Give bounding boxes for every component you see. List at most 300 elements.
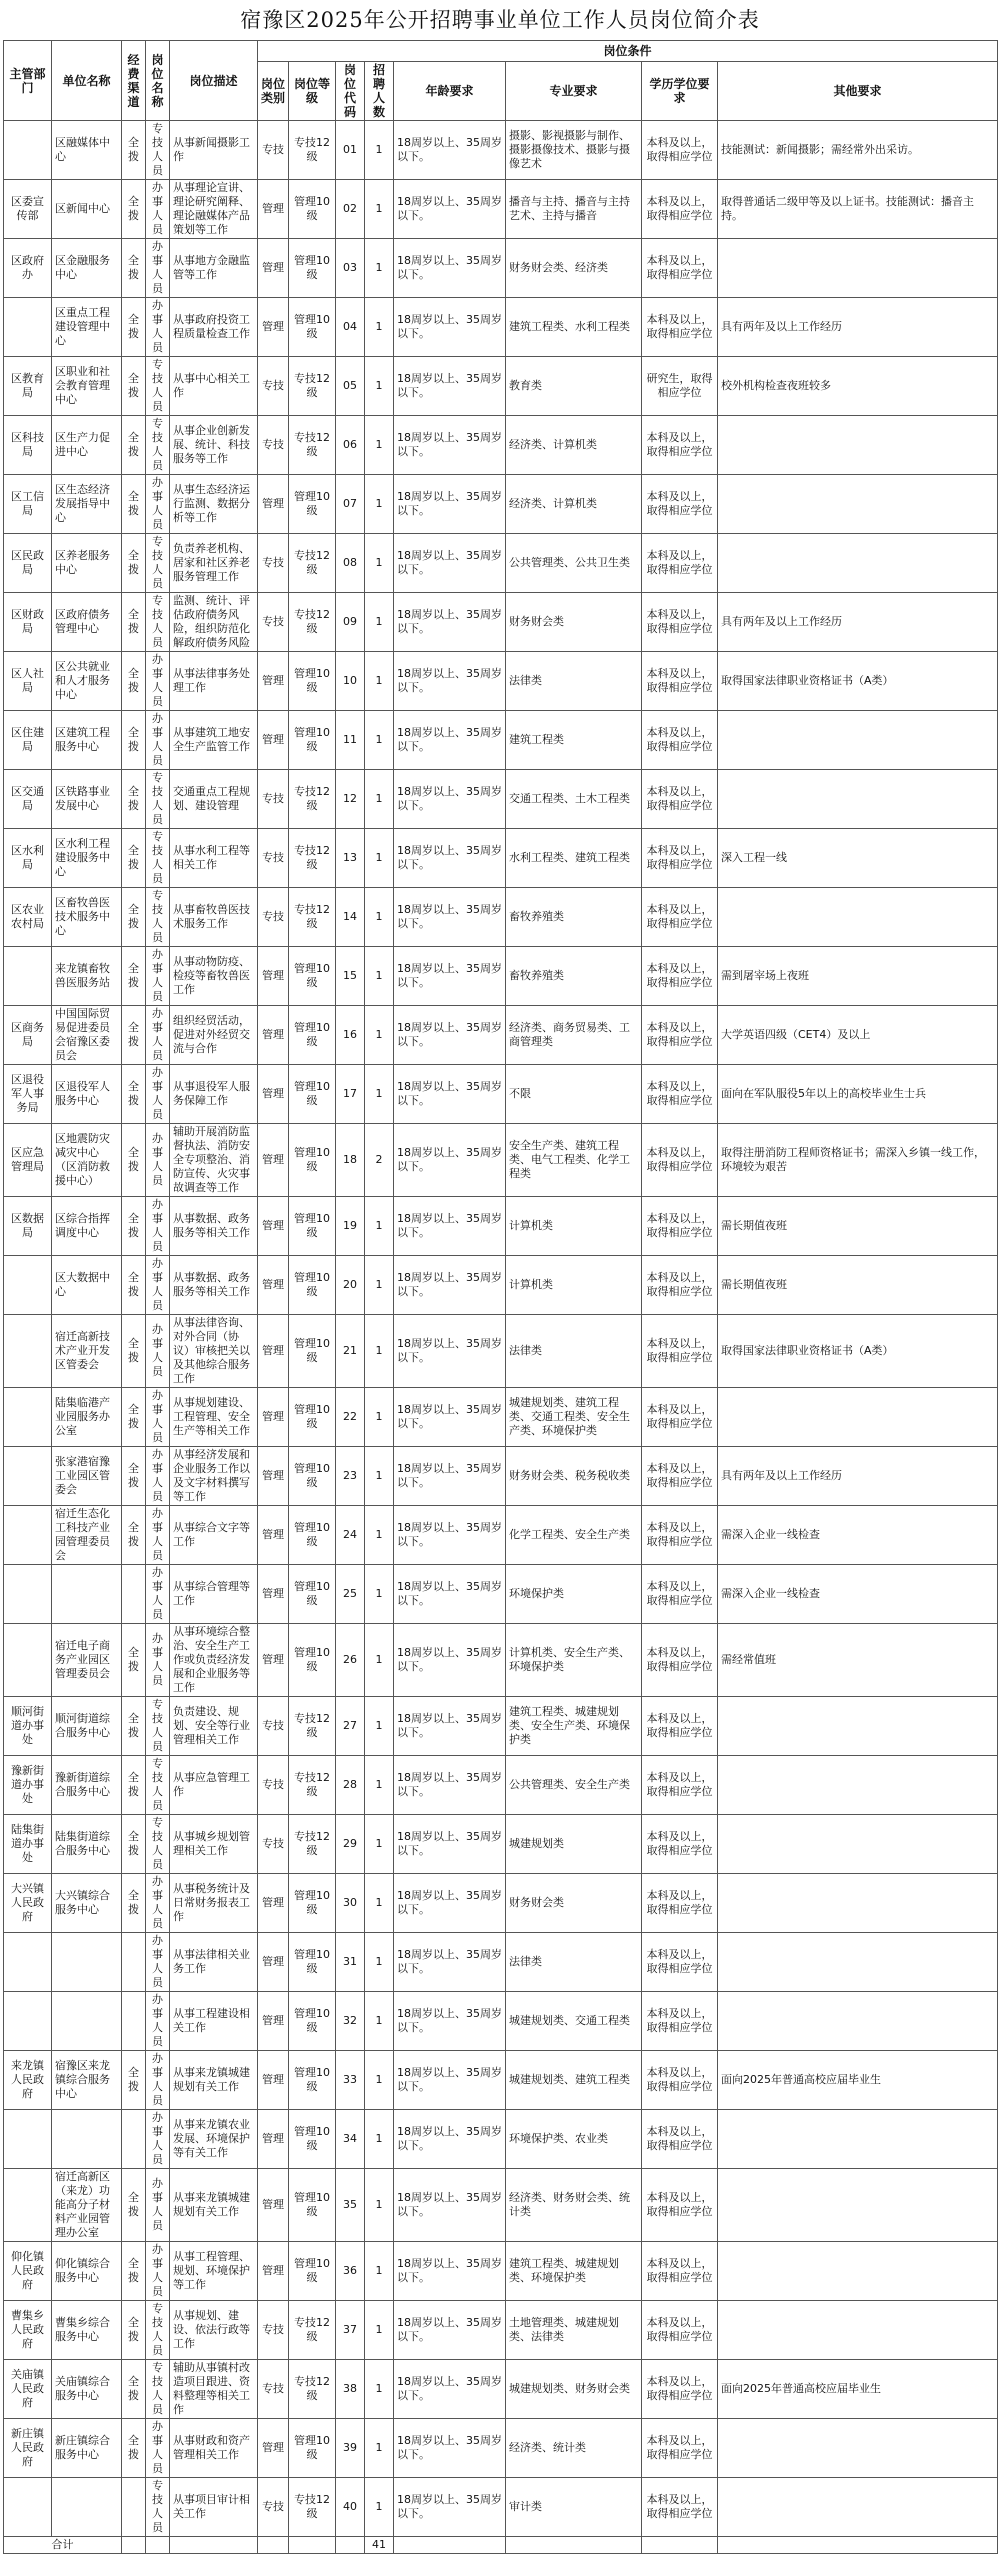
cell-pos-name: 专技人员 [146,829,170,888]
cell-major: 安全生产类、建筑工程类、电气工程类、化学工程类 [506,1124,642,1197]
cell-age: 18周岁以上、35周岁以下。 [394,2051,506,2110]
cell-age: 18周岁以上、35周岁以下。 [394,2169,506,2242]
cell-age: 18周岁以上、35周岁以下。 [394,2301,506,2360]
cell-pos-cat: 管理 [258,2242,289,2301]
cell-unit: 区职业和社会教育管理中心 [52,357,122,416]
cell-other: 需到屠宰场上夜班 [718,947,998,1006]
cell-funding [122,1565,146,1624]
cell-dept: 区应急管理局 [4,1124,52,1197]
cell-count: 1 [365,1197,394,1256]
cell-grade: 管理10级 [289,1256,336,1315]
table-row [4,1388,998,1447]
cell-pos-name: 专技人员 [146,121,170,180]
cell-unit: 区水利工程建设服务中心 [52,829,122,888]
cell-edu: 本科及以上，取得相应学位 [642,652,718,711]
cell-pos-cat: 管理 [258,711,289,770]
cell-age: 18周岁以上、35周岁以下。 [394,1756,506,1815]
cell-code: 18 [336,1124,365,1197]
cell-other [718,1697,998,1756]
cell-count: 1 [365,1933,394,1992]
cell-desc: 从事畜牧兽医技术服务工作 [170,888,258,947]
cell-grade: 管理10级 [289,1992,336,2051]
cell-funding: 全拨 [122,593,146,652]
cell-count: 1 [365,1065,394,1124]
cell-funding: 全拨 [122,357,146,416]
cell-grade: 管理10级 [289,1624,336,1697]
cell-funding [122,2478,146,2537]
cell-other [718,1815,998,1874]
header-grade: 岗位等级 [289,62,336,121]
table-row [4,357,998,416]
cell-age: 18周岁以上、35周岁以下。 [394,2110,506,2169]
cell-grade: 管理10级 [289,180,336,239]
cell-other: 面向2025年普通高校应届毕业生 [718,2051,998,2110]
cell-pos-name: 办事人员 [146,475,170,534]
cell-other [718,2419,998,2478]
cell-edu: 本科及以上，取得相应学位 [642,1874,718,1933]
cell-grade: 管理10级 [289,2419,336,2478]
cell-funding: 全拨 [122,2360,146,2419]
cell-age: 18周岁以上、35周岁以下。 [394,2419,506,2478]
cell-desc: 从事来龙镇城建规划有关工作 [170,2169,258,2242]
cell-pos-name: 专技人员 [146,416,170,475]
cell-funding [122,2110,146,2169]
cell-age: 18周岁以上、35周岁以下。 [394,1447,506,1506]
cell-age: 18周岁以上、35周岁以下。 [394,947,506,1006]
cell-grade: 管理10级 [289,298,336,357]
cell-funding: 全拨 [122,1124,146,1197]
cell-edu: 本科及以上，取得相应学位 [642,239,718,298]
cell-unit: 区畜牧兽医技术服务中心 [52,888,122,947]
table-row [4,2478,998,2537]
cell-grade: 管理10级 [289,1315,336,1388]
cell-count: 1 [365,2419,394,2478]
cell-age: 18周岁以上、35周岁以下。 [394,1065,506,1124]
cell-funding: 全拨 [122,2301,146,2360]
cell-code: 08 [336,534,365,593]
cell-other: 需深入企业一线检查 [718,1506,998,1565]
cell-code: 28 [336,1756,365,1815]
cell-count: 1 [365,1624,394,1697]
cell-pos-cat: 管理 [258,1992,289,2051]
cell-funding: 全拨 [122,2419,146,2478]
cell-funding: 全拨 [122,829,146,888]
cell-pos-name: 办事人员 [146,180,170,239]
cell-other [718,711,998,770]
cell-pos-name: 办事人员 [146,1124,170,1197]
cell-age: 18周岁以上、35周岁以下。 [394,475,506,534]
cell-major: 城建规划类、财务财会类 [506,2360,642,2419]
cell-code: 40 [336,2478,365,2537]
cell-age: 18周岁以上、35周岁以下。 [394,1992,506,2051]
cell-count: 1 [365,2169,394,2242]
cell-other [718,475,998,534]
cell-other [718,2478,998,2537]
cell-code: 35 [336,2169,365,2242]
cell-dept: 区农业农村局 [4,888,52,947]
cell-unit: 区重点工程建设管理中心 [52,298,122,357]
cell-desc: 从事城乡规划管理相关工作 [170,1815,258,1874]
cell-unit: 豫新街道综合服务中心 [52,1756,122,1815]
cell-dept [4,2169,52,2242]
cell-unit: 区建筑工程服务中心 [52,711,122,770]
cell-pos-cat: 专技 [258,888,289,947]
cell-major: 播音与主持、播音与主持艺术、主持与播音 [506,180,642,239]
cell-pos-cat: 管理 [258,180,289,239]
cell-major: 建筑工程类、城建规划类、安全生产类、环境保护类 [506,1697,642,1756]
cell-other: 大学英语四级（CET4）及以上 [718,1006,998,1065]
cell-pos-cat: 专技 [258,2301,289,2360]
cell-funding: 全拨 [122,2169,146,2242]
cell-major: 建筑工程类 [506,711,642,770]
cell-pos-name: 办事人员 [146,1506,170,1565]
cell-pos-name: 专技人员 [146,2360,170,2419]
cell-funding: 全拨 [122,121,146,180]
cell-edu: 本科及以上，取得相应学位 [642,1815,718,1874]
cell-pos-name: 办事人员 [146,1388,170,1447]
cell-dept [4,1315,52,1388]
table-row [4,947,998,1006]
table-row [4,1874,998,1933]
cell-age: 18周岁以上、35周岁以下。 [394,888,506,947]
cell-count: 1 [365,2360,394,2419]
cell-age: 18周岁以上、35周岁以下。 [394,2478,506,2537]
cell-age: 18周岁以上、35周岁以下。 [394,1197,506,1256]
cell-code: 39 [336,2419,365,2478]
table-row [4,1565,998,1624]
cell-grade: 管理10级 [289,2169,336,2242]
cell-pos-cat: 管理 [258,1624,289,1697]
cell-code: 13 [336,829,365,888]
cell-desc: 监测、统计、评估政府债务风险，组织防范化解政府债务风险 [170,593,258,652]
cell-funding [122,1992,146,2051]
cell-pos-name: 专技人员 [146,888,170,947]
table-row [4,1697,998,1756]
table-row [4,1197,998,1256]
table-row [4,416,998,475]
cell-desc: 从事项目审计相关工作 [170,2478,258,2537]
cell-dept: 区教育局 [4,357,52,416]
cell-edu: 本科及以上，取得相应学位 [642,1124,718,1197]
cell-grade: 专技12级 [289,2301,336,2360]
cell-major: 摄影、影视摄影与制作、摄影摄像技术、摄影与摄像艺术 [506,121,642,180]
table-row [4,1756,998,1815]
cell-grade: 专技12级 [289,121,336,180]
cell-grade: 专技12级 [289,1756,336,1815]
cell-major: 城建规划类、建筑工程类 [506,2051,642,2110]
cell-dept [4,1624,52,1697]
cell-pos-cat: 管理 [258,1388,289,1447]
table-row [4,2419,998,2478]
cell-edu: 本科及以上，取得相应学位 [642,2169,718,2242]
cell-pos-cat: 管理 [258,1315,289,1388]
cell-code: 30 [336,1874,365,1933]
table-row [4,475,998,534]
cell-code: 36 [336,2242,365,2301]
cell-pos-name: 办事人员 [146,2242,170,2301]
cell-edu: 本科及以上，取得相应学位 [642,1447,718,1506]
cell-major: 建筑工程类、水利工程类 [506,298,642,357]
cell-other: 具有两年及以上工作经历 [718,298,998,357]
cell-major: 化学工程类、安全生产类 [506,1506,642,1565]
cell-unit: 区公共就业和人才服务中心 [52,652,122,711]
cell-count: 1 [365,2051,394,2110]
cell-funding: 全拨 [122,770,146,829]
cell-pos-name: 专技人员 [146,534,170,593]
cell-major: 公共管理类、公共卫生类 [506,534,642,593]
cell-pos-cat: 专技 [258,534,289,593]
cell-major: 经济类、计算机类 [506,475,642,534]
cell-pos-name: 办事人员 [146,1197,170,1256]
cell-pos-name: 专技人员 [146,593,170,652]
cell-major: 经济类、统计类 [506,2419,642,2478]
cell-count: 1 [365,947,394,1006]
table-row [4,770,998,829]
cell-desc: 从事综合管理等工作 [170,1565,258,1624]
cell-edu: 本科及以上，取得相应学位 [642,2110,718,2169]
cell-age: 18周岁以上、35周岁以下。 [394,1697,506,1756]
cell-edu: 本科及以上，取得相应学位 [642,2419,718,2478]
cell-unit [52,1565,122,1624]
cell-funding: 全拨 [122,239,146,298]
header-edu: 学历学位要求 [642,62,718,121]
cell-age: 18周岁以上、35周岁以下。 [394,416,506,475]
cell-count: 1 [365,180,394,239]
cell-dept: 区科技局 [4,416,52,475]
cell-pos-cat: 管理 [258,652,289,711]
cell-edu: 本科及以上，取得相应学位 [642,2478,718,2537]
cell-other [718,2301,998,2360]
cell-pos-cat: 专技 [258,593,289,652]
cell-code: 15 [336,947,365,1006]
header-funding: 经费渠道 [122,41,146,121]
cell-pos-name: 专技人员 [146,357,170,416]
cell-funding: 全拨 [122,711,146,770]
cell-major: 城建规划类 [506,1815,642,1874]
cell-funding: 全拨 [122,1006,146,1065]
cell-code: 16 [336,1006,365,1065]
cell-pos-cat: 管理 [258,475,289,534]
cell-other: 取得普通话二级甲等及以上证书。技能测试：播音主持。 [718,180,998,239]
cell-age: 18周岁以上、35周岁以下。 [394,2360,506,2419]
cell-grade: 专技12级 [289,357,336,416]
cell-other: 需经常值班 [718,1624,998,1697]
cell-code: 37 [336,2301,365,2360]
table-row [4,1933,998,1992]
positions-table [3,40,998,2554]
table-row [4,1124,998,1197]
cell-grade: 管理10级 [289,1124,336,1197]
cell-desc: 负责建设、规划、安全等行业管理相关工作 [170,1697,258,1756]
cell-other [718,534,998,593]
cell-dept: 区水利局 [4,829,52,888]
cell-pos-cat: 管理 [258,1933,289,1992]
cell-age: 18周岁以上、35周岁以下。 [394,534,506,593]
cell-pos-cat: 管理 [258,1065,289,1124]
cell-edu: 本科及以上，取得相应学位 [642,829,718,888]
cell-other: 校外机构检查夜班较多 [718,357,998,416]
cell-other: 需长期值夜班 [718,1197,998,1256]
cell-code: 20 [336,1256,365,1315]
cell-other [718,888,998,947]
cell-age: 18周岁以上、35周岁以下。 [394,1256,506,1315]
cell-unit: 大兴镇综合服务中心 [52,1874,122,1933]
cell-other: 深入工程一线 [718,829,998,888]
cell-dept: 区住建局 [4,711,52,770]
cell-desc: 从事动物防疫、检疫等畜牧兽医工作 [170,947,258,1006]
cell-unit: 区铁路事业发展中心 [52,770,122,829]
cell-major: 环境保护类、农业类 [506,2110,642,2169]
cell-unit: 区生态经济发展指导中心 [52,475,122,534]
cell-dept [4,298,52,357]
cell-dept: 来龙镇人民政府 [4,2051,52,2110]
cell-count: 1 [365,1756,394,1815]
cell-unit: 区政府债务管理中心 [52,593,122,652]
cell-other: 技能测试：新闻摄影；需经常外出采访。 [718,121,998,180]
cell-desc: 从事规划、建设、依法行政等工作 [170,2301,258,2360]
cell-count: 1 [365,770,394,829]
cell-unit: 区金融服务中心 [52,239,122,298]
cell-edu: 本科及以上，取得相应学位 [642,1065,718,1124]
cell-pos-cat: 管理 [258,1124,289,1197]
cell-desc: 从事数据、政务服务等相关工作 [170,1256,258,1315]
cell-dept: 仰化镇人民政府 [4,2242,52,2301]
cell-code: 01 [336,121,365,180]
cell-count: 1 [365,121,394,180]
cell-other: 取得国家法律职业资格证书（A类） [718,1315,998,1388]
cell-code: 14 [336,888,365,947]
cell-major: 计算机类、安全生产类、环境保护类 [506,1624,642,1697]
cell-grade: 管理10级 [289,475,336,534]
cell-edu: 本科及以上，取得相应学位 [642,1388,718,1447]
cell-age: 18周岁以上、35周岁以下。 [394,1874,506,1933]
cell-pos-name: 办事人员 [146,298,170,357]
cell-code: 33 [336,2051,365,2110]
table-row [4,298,998,357]
cell-desc: 负责养老机构、居家和社区养老服务管理工作 [170,534,258,593]
cell-dept: 区财政局 [4,593,52,652]
cell-desc: 从事数据、政务服务等相关工作 [170,1197,258,1256]
cell-pos-name: 办事人员 [146,1065,170,1124]
cell-unit: 曹集乡综合服务中心 [52,2301,122,2360]
cell-other [718,2169,998,2242]
cell-desc: 辅助从事镇村改造项目跟进、资料整理等相关工作 [170,2360,258,2419]
cell-unit: 区融媒体中心 [52,121,122,180]
cell-other: 需深入企业一线检查 [718,1565,998,1624]
cell-unit: 宿迁电子商务产业园区管理委员会 [52,1624,122,1697]
cell-grade: 专技12级 [289,770,336,829]
cell-dept [4,2478,52,2537]
cell-other: 具有两年及以上工作经历 [718,1447,998,1506]
cell-pos-cat: 管理 [258,2051,289,2110]
cell-code: 03 [336,239,365,298]
cell-age: 18周岁以上、35周岁以下。 [394,1315,506,1388]
cell-funding: 全拨 [122,652,146,711]
header-major: 专业要求 [506,62,642,121]
cell-unit: 区新闻中心 [52,180,122,239]
cell-major: 水利工程类、建筑工程类 [506,829,642,888]
cell-desc: 从事水利工程等相关工作 [170,829,258,888]
cell-pos-cat: 管理 [258,947,289,1006]
cell-edu: 本科及以上，取得相应学位 [642,416,718,475]
cell-desc: 组织经贸活动，促进对外经贸交流与合作 [170,1006,258,1065]
cell-desc: 从事企业创新发展、统计、科技服务等工作 [170,416,258,475]
cell-dept [4,121,52,180]
cell-age: 18周岁以上、35周岁以下。 [394,1388,506,1447]
cell-code: 32 [336,1992,365,2051]
cell-dept: 大兴镇人民政府 [4,1874,52,1933]
cell-code: 05 [336,357,365,416]
cell-count: 1 [365,711,394,770]
cell-major: 法律类 [506,1933,642,1992]
cell-funding: 全拨 [122,1815,146,1874]
cell-major: 法律类 [506,652,642,711]
total-label: 合计 [4,2537,122,2554]
cell-dept: 区数据局 [4,1197,52,1256]
table-row [4,711,998,770]
cell-age: 18周岁以上、35周岁以下。 [394,121,506,180]
cell-count: 1 [365,1447,394,1506]
cell-code: 10 [336,652,365,711]
cell-age: 18周岁以上、35周岁以下。 [394,652,506,711]
cell-age: 18周岁以上、35周岁以下。 [394,180,506,239]
table-row [4,1624,998,1697]
cell-pos-cat: 管理 [258,1447,289,1506]
table-row [4,121,998,180]
cell-pos-cat: 专技 [258,416,289,475]
table-row [4,2051,998,2110]
cell-unit: 关庙镇综合服务中心 [52,2360,122,2419]
cell-major: 教育类 [506,357,642,416]
cell-unit: 区退役军人服务中心 [52,1065,122,1124]
cell-desc: 从事财政和资产管理相关工作 [170,2419,258,2478]
cell-desc: 从事税务统计及日常财务报表工作 [170,1874,258,1933]
cell-age: 18周岁以上、35周岁以下。 [394,1506,506,1565]
cell-desc: 从事来龙镇城建规划有关工作 [170,2051,258,2110]
cell-pos-name: 办事人员 [146,2419,170,2478]
cell-unit: 宿豫区来龙镇综合服务中心 [52,2051,122,2110]
cell-pos-cat: 管理 [258,1256,289,1315]
cell-code: 17 [336,1065,365,1124]
cell-pos-cat: 专技 [258,2360,289,2419]
cell-major: 财务财会类 [506,593,642,652]
cell-code: 21 [336,1315,365,1388]
header-pos-cat: 岗位类别 [258,62,289,121]
table-row [4,2360,998,2419]
cell-count: 1 [365,1874,394,1933]
cell-code: 06 [336,416,365,475]
cell-unit: 仰化镇综合服务中心 [52,2242,122,2301]
cell-count: 1 [365,1006,394,1065]
cell-grade: 管理10级 [289,2051,336,2110]
cell-age: 18周岁以上、35周岁以下。 [394,770,506,829]
cell-unit: 区生产力促进中心 [52,416,122,475]
cell-funding: 全拨 [122,1388,146,1447]
cell-edu: 本科及以上，取得相应学位 [642,298,718,357]
cell-unit: 来龙镇畜牧兽医服务站 [52,947,122,1006]
cell-pos-cat: 专技 [258,770,289,829]
cell-major: 环境保护类 [506,1565,642,1624]
table-row [4,2301,998,2360]
cell-grade: 管理10级 [289,1006,336,1065]
table-row [4,2169,998,2242]
cell-pos-name: 专技人员 [146,1697,170,1756]
cell-edu: 本科及以上，取得相应学位 [642,711,718,770]
header-age: 年龄要求 [394,62,506,121]
cell-age: 18周岁以上、35周岁以下。 [394,829,506,888]
cell-age: 18周岁以上、35周岁以下。 [394,239,506,298]
cell-desc: 从事应急管理工作 [170,1756,258,1815]
